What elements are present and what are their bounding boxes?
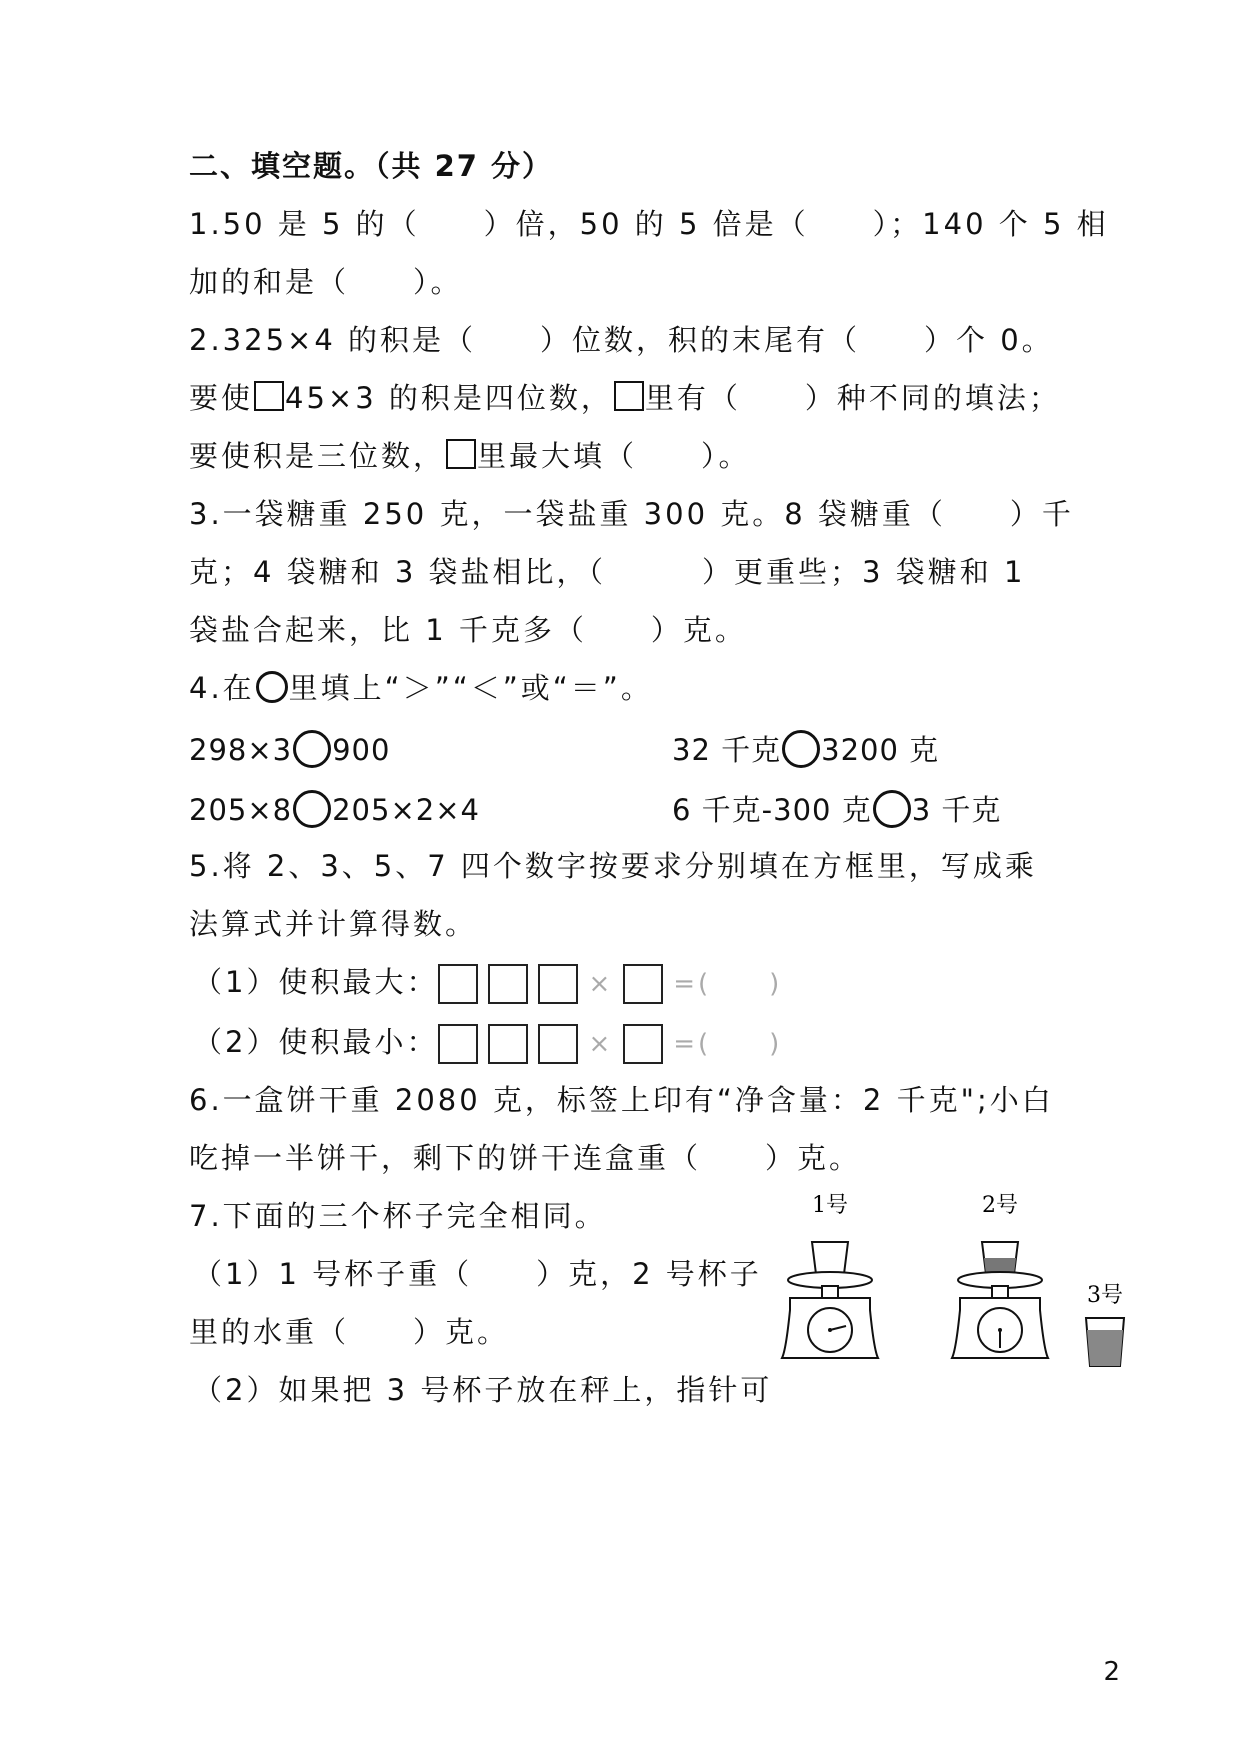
cup-3-figure [1070, 1280, 1140, 1380]
q2-text-a: 要使 [189, 381, 254, 415]
q3-line1: 3.一袋糖重 250 克，一袋盐重 300 克。8 袋糖重（ ）千 [189, 497, 1074, 531]
digit-box [538, 1024, 578, 1064]
q4-b-left: 32 千克 [672, 733, 782, 767]
compare-circle-icon [293, 730, 331, 768]
section-title: 二、填空题。（共 27 分） [189, 149, 554, 183]
digit-box [538, 964, 578, 1004]
q2-text-c: 里有（ ）种不同的填法； [644, 381, 1061, 415]
q4-item-c [189, 790, 480, 830]
cup-icon [812, 1242, 848, 1274]
q5-part1-label: （1）使积最大： [193, 965, 439, 999]
q4-item-d [672, 790, 1001, 830]
q5-line1: 5.将 2、3、5、7 四个数字按要求分别填在方框里，写成乘 [189, 849, 1037, 883]
q4-text-b: 里填上“＞”“＜”或“＝”。 [288, 671, 653, 705]
digit-box [438, 1024, 478, 1064]
blank-circle-icon [256, 671, 288, 703]
q2-line3 [189, 436, 751, 476]
blank-square-icon [446, 439, 476, 469]
compare-circle-icon [782, 730, 820, 768]
equals-answer: =( ) [673, 1029, 783, 1059]
page-number: 2 [1103, 1657, 1120, 1687]
q5-part2 [193, 1022, 782, 1064]
q6-line1: 6.一盒饼干重 2080 克，标签上印有“净含量：2 千克";小白 [189, 1083, 1054, 1117]
q4-item-b [672, 730, 939, 770]
compare-circle-icon [293, 790, 331, 828]
blank-square-icon [254, 381, 284, 411]
scale-2-figure [940, 1190, 1060, 1370]
equals-answer: =( ) [673, 969, 783, 999]
q4-a-left: 298×3 [189, 733, 293, 767]
cup1-label: 1号 [812, 1193, 848, 1218]
digit-box [623, 964, 663, 1004]
q2-line2 [189, 378, 1061, 418]
q7-line2: （1）1 号杯子重（ ）克，2 号杯子 [193, 1257, 762, 1291]
q7-line1: 7.下面的三个杯子完全相同。 [189, 1199, 607, 1233]
digit-box [623, 1024, 663, 1064]
times-sign: × [588, 1029, 614, 1059]
q1-line2: 加的和是（ ）。 [189, 265, 463, 299]
q3-line2: 克；4 袋糖和 3 袋盐相比，（ ）更重些；3 袋糖和 1 [189, 555, 1026, 589]
q5-part1 [193, 962, 782, 1004]
q4-c-left: 205×8 [189, 793, 293, 827]
q4-d-right: 3 千克 [911, 793, 1002, 827]
q2-text-b: 45×3 的积是四位数， [285, 381, 613, 415]
q7-line4: （2）如果把 3 号杯子放在秤上，指针可 [193, 1373, 773, 1407]
q2-line1: 2.325×4 的积是（ ）位数，积的末尾有（ ）个 0。 [189, 323, 1054, 357]
compare-circle-icon [873, 790, 911, 828]
scale-1-figure [770, 1190, 890, 1370]
q5-line2: 法算式并计算得数。 [189, 907, 478, 941]
q7-line3: 里的水重（ ）克。 [189, 1315, 510, 1349]
q4-b-right: 3200 克 [821, 733, 940, 767]
q1-line1: 1.50 是 5 的（ ）倍，50 的 5 倍是（ ）；140 个 5 相 [189, 207, 1109, 241]
q5-part2-label: （2）使积最小： [193, 1025, 439, 1059]
q4-intro [189, 668, 653, 708]
q2-text-d: 要使积是三位数， [189, 439, 446, 473]
q4-item-a [189, 730, 390, 770]
cup2-label: 2号 [982, 1193, 1018, 1218]
q4-c-right: 205×2×4 [332, 793, 480, 827]
q6-line2: 吃掉一半饼干，剩下的饼干连盒重（ ）克。 [189, 1141, 862, 1175]
q3-line3: 袋盐合起来，比 1 千克多（ ）克。 [189, 613, 747, 647]
digit-box [438, 964, 478, 1004]
q4-text-a: 4.在 [189, 671, 255, 705]
cup3-label: 3号 [1087, 1283, 1123, 1308]
water-fill [1087, 1330, 1123, 1366]
digit-box [488, 964, 528, 1004]
q4-d-left: 6 千克-300 克 [672, 793, 872, 827]
blank-square-icon [614, 381, 644, 411]
q4-a-right: 900 [332, 733, 391, 767]
digit-box [488, 1024, 528, 1064]
times-sign: × [588, 969, 614, 999]
q2-text-e: 里最大填（ ）。 [477, 439, 751, 473]
